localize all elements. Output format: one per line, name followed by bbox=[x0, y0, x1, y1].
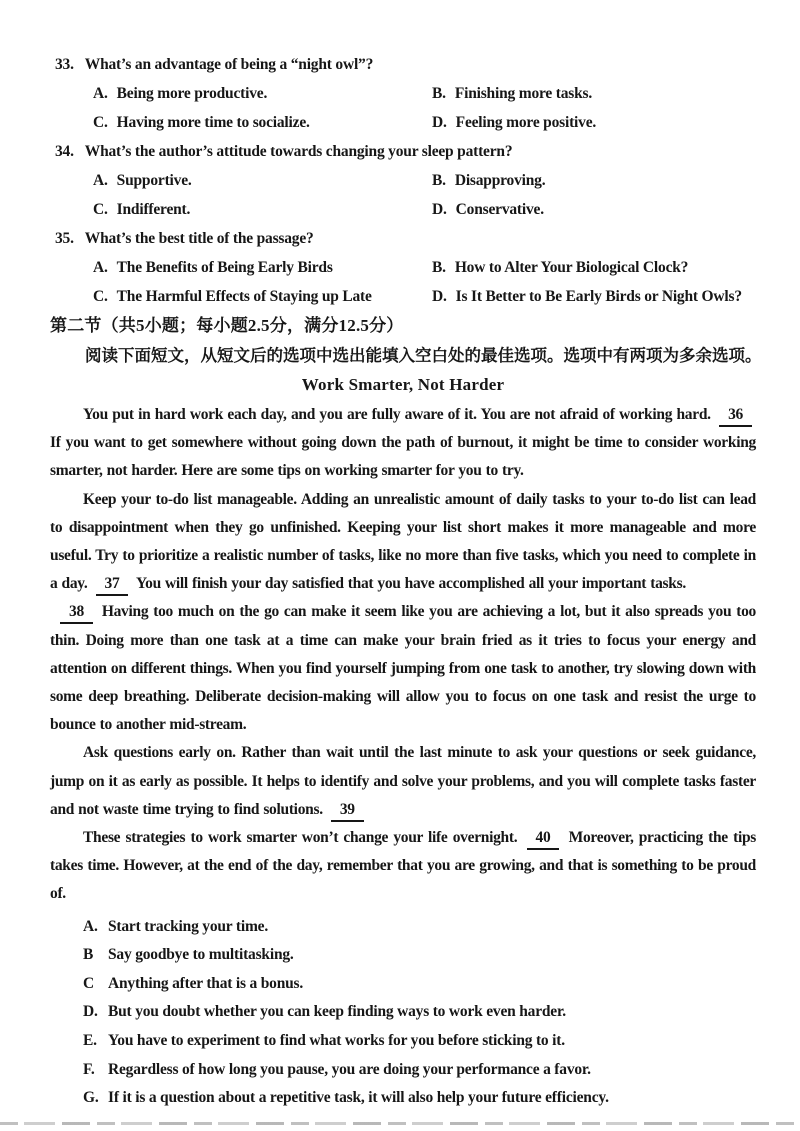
option-35A bbox=[93, 253, 432, 282]
blank-40: 40 bbox=[527, 828, 560, 850]
passage-title: Work Smarter, Not Harder bbox=[301, 375, 505, 394]
paragraph-1 bbox=[50, 401, 756, 486]
option-label: D. bbox=[432, 288, 447, 305]
question-text: What’s the author’s attitude towards changing your sleep pattern? bbox=[84, 143, 513, 160]
option-text: Being more productive. bbox=[116, 85, 268, 102]
choice-text: Start tracking your time. bbox=[108, 917, 269, 935]
paragraph-text: These strategies to work smarter won’t change your life overnight. bbox=[83, 829, 518, 847]
question-number: 35. bbox=[55, 230, 74, 247]
choice-E bbox=[50, 1027, 756, 1056]
option-text: Finishing more tasks. bbox=[454, 85, 593, 102]
choice-label: F. bbox=[83, 1060, 95, 1078]
choice-text: If it is a question about a repetitive task, it will also help your future efficiency. bbox=[108, 1089, 609, 1107]
choice-B bbox=[50, 941, 756, 970]
choice-C bbox=[50, 970, 756, 999]
blank-36: 36 bbox=[719, 405, 752, 427]
option-label: A. bbox=[93, 172, 108, 189]
option-34A bbox=[93, 166, 432, 195]
question-number: 33. bbox=[55, 56, 74, 73]
paragraph-text: Keep your to-do list manageable. Adding an unrealistic amount of daily tasks to your to-do list can lead to disappointment when they go unfinished. Keeping your list short makes it more manageable and more useful. Try to prioritize a realistic number of tasks, like no more than five tasks, which you need to complete in a day. bbox=[50, 490, 756, 593]
option-33D bbox=[432, 108, 756, 137]
blank-39: 39 bbox=[331, 800, 364, 822]
option-text: Having more time to socialize. bbox=[116, 114, 310, 131]
paragraph-text: Having too much on the go can make it seem like you are achieving a lot, but it also spreads you too thin. Doing more than one task at a time can make your brain fried as it tries to focus your energy and attention on different things. When you find yourself jumping from one task to another, try slowing down with some deep breathing. Deliberate decision-making will allow you to focus on one task and resist the urge to bounce to another mid-stream. bbox=[50, 603, 756, 734]
paragraph-2 bbox=[50, 486, 756, 599]
scan-edge-artifact bbox=[0, 1122, 800, 1125]
option-34B bbox=[432, 166, 756, 195]
option-33C bbox=[93, 108, 432, 137]
question-34 bbox=[50, 137, 756, 224]
choice-label: E. bbox=[83, 1032, 97, 1050]
option-33B bbox=[432, 79, 756, 108]
question-33 bbox=[50, 50, 756, 137]
choice-text: But you doubt whether you can keep finding ways to work even harder. bbox=[108, 1003, 566, 1021]
option-label: D. bbox=[432, 114, 447, 131]
choice-F bbox=[50, 1056, 756, 1085]
section-instruction: 阅读下面短文，从短文后的选项中选出能填入空白处的最佳选项。选项中有两项为多余选项。 bbox=[85, 346, 762, 365]
paragraph-4 bbox=[50, 739, 756, 824]
option-label: A. bbox=[93, 85, 108, 102]
paragraph-3 bbox=[50, 598, 756, 739]
question-number: 34. bbox=[55, 143, 74, 160]
option-label: C. bbox=[93, 201, 108, 218]
option-text: How to Alter Your Biological Clock? bbox=[454, 259, 689, 276]
option-text: Disapproving. bbox=[454, 172, 546, 189]
option-34C bbox=[93, 195, 432, 224]
option-label: A. bbox=[93, 259, 108, 276]
option-label: B. bbox=[432, 259, 446, 276]
option-label: B. bbox=[432, 85, 446, 102]
choice-text: Anything after that is a bonus. bbox=[108, 974, 304, 992]
choice-label: A. bbox=[83, 917, 98, 935]
choice-text: You have to experiment to find what works for you before sticking to it. bbox=[108, 1032, 565, 1050]
choice-label: G. bbox=[83, 1089, 99, 1107]
option-label: D. bbox=[432, 201, 447, 218]
option-text: The Harmful Effects of Staying up Late bbox=[116, 288, 372, 305]
choice-text: Regardless of how long you pause, you are doing your performance a favor. bbox=[108, 1060, 591, 1078]
option-text: Feeling more positive. bbox=[455, 114, 597, 131]
choice-text: Say goodbye to multitasking. bbox=[108, 946, 294, 964]
option-35D bbox=[432, 282, 756, 311]
blank-38: 38 bbox=[60, 602, 93, 624]
answer-choices bbox=[50, 913, 756, 1113]
option-text: The Benefits of Being Early Birds bbox=[116, 259, 333, 276]
option-text: Conservative. bbox=[455, 201, 544, 218]
option-33A bbox=[93, 79, 432, 108]
option-35B bbox=[432, 253, 756, 282]
option-label: C. bbox=[93, 288, 108, 305]
choice-D bbox=[50, 998, 756, 1027]
option-35C bbox=[93, 282, 432, 311]
paragraph-text: You will finish your day satisfied that you have accomplished all your important tasks. bbox=[135, 575, 686, 593]
paragraph-text: Moreover, practicing the tips takes time. However, at the end of the day, remember that you are growing, and that is something to be proud of. bbox=[50, 829, 756, 903]
choice-G bbox=[50, 1084, 756, 1113]
paragraph-text: You put in hard work each day, and you are fully aware of it. You are not afraid of working hard. bbox=[83, 406, 711, 423]
blank-37: 37 bbox=[96, 574, 129, 596]
option-text: Indifferent. bbox=[116, 201, 191, 218]
option-text: Supportive. bbox=[116, 172, 192, 189]
section-heading: 第二节（共5小题；每小题2.5分，满分12.5分） bbox=[50, 316, 404, 335]
choice-A bbox=[50, 913, 756, 942]
question-text: What’s the best title of the passage? bbox=[84, 230, 314, 247]
option-label: C. bbox=[93, 114, 108, 131]
question-35 bbox=[50, 224, 756, 311]
option-label: B. bbox=[432, 172, 446, 189]
question-text: What’s an advantage of being a “night owl”? bbox=[84, 56, 374, 73]
choice-label: D. bbox=[83, 1003, 98, 1021]
passage bbox=[50, 401, 756, 909]
option-34D bbox=[432, 195, 756, 224]
choice-label: B bbox=[83, 946, 94, 964]
choice-label: C bbox=[83, 974, 94, 992]
paragraph-5 bbox=[50, 824, 756, 909]
option-text: Is It Better to Be Early Birds or Night Owls? bbox=[455, 288, 742, 305]
paragraph-text: Ask questions early on. Rather than wait until the last minute to ask your questions or seek guidance, jump on it as early as possible. It helps to identify and solve your problems, and you will complete tasks faster and not waste time trying to find solutions. bbox=[50, 744, 756, 818]
paragraph-text: If you want to get somewhere without going down the path of burnout, it might be time to consider working smarter, not harder. Here are some tips on working smarter for you to try. bbox=[50, 434, 756, 480]
